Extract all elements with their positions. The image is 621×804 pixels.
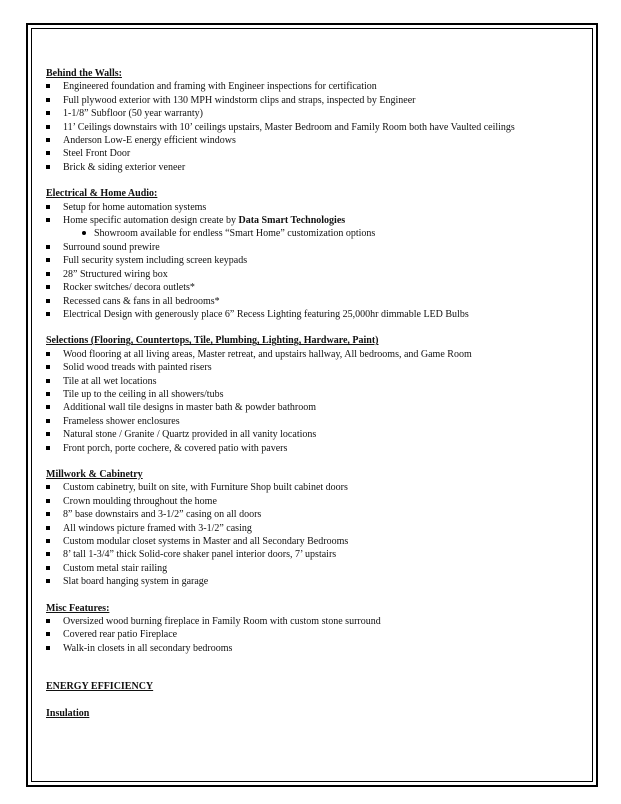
list-item-text: Rocker switches/ decora outlets* (63, 282, 195, 294)
list-item-text: Recessed cans & fans in all bedrooms* (63, 295, 220, 307)
list-item-text: Crown moulding throughout the home (63, 495, 217, 507)
section-heading: Millwork & Cabinetry (46, 468, 143, 480)
list-item (46, 361, 586, 374)
section-heading: Behind the Walls: (46, 68, 122, 79)
list-item (46, 575, 586, 588)
list-item-text: Custom modular closet systems in Master and all Secondary Bedrooms (63, 536, 349, 547)
list-item (46, 134, 586, 147)
list-item-text: Natural stone / Granite / Quartz provided in all vanity locations (63, 429, 317, 441)
list-item-text: Full security system including screen keypads (63, 255, 248, 267)
list-item (46, 562, 586, 575)
list-item-text: Additional wall tile designs in master bath & powder bathroom (63, 402, 317, 414)
list-item-text: Covered rear patio Fireplace (63, 629, 178, 641)
list-item-text: 1-1/8” Subfloor (50 year warranty) (63, 108, 203, 120)
list-item-text: 8” base downstairs and 3-1/2” casing on all doors (63, 509, 262, 521)
list-item (46, 107, 586, 120)
sub-bullet-list (46, 227, 586, 240)
list-item (46, 80, 586, 93)
bullet-list (46, 481, 586, 588)
feature-sections (46, 67, 586, 655)
list-item (46, 428, 586, 441)
list-item-text: Oversized wood burning fireplace in Family Room with custom stone surround (63, 616, 381, 628)
section-heading: Misc Features: (46, 602, 110, 614)
list-item (46, 308, 586, 321)
list-item-text: Walk-in closets in all secondary bedrooms (63, 642, 233, 654)
list-item-text: Front porch, porte cochere, & covered patio with pavers (63, 442, 288, 454)
list-item-text: Tile at all wet locations (63, 375, 157, 387)
list-item (46, 442, 586, 455)
list-item-text: Brick & siding exterior veneer (63, 161, 186, 173)
list-item (46, 295, 586, 308)
section (46, 187, 586, 321)
list-item-text: Engineered foundation and framing with Engineer inspections for certification (63, 81, 377, 93)
list-item (46, 214, 586, 227)
list-item (46, 161, 586, 174)
section-heading: Electrical & Home Audio: (46, 188, 158, 200)
bullet-list (46, 80, 586, 174)
list-item (46, 254, 586, 267)
list-item (46, 147, 586, 160)
list-item (46, 281, 586, 294)
list-item (46, 495, 586, 508)
bullet-list (46, 201, 586, 322)
list-item-text: 11’ Ceilings downstairs with 10’ ceilings upstairs, Master Bedroom and Family Room both have Vaulted ceilings (63, 121, 515, 133)
list-item (46, 548, 586, 561)
bullet-list (46, 615, 586, 655)
list-item (46, 388, 586, 401)
list-item (46, 481, 586, 494)
list-item-text: Anderson Low-E energy efficient windows (63, 135, 236, 147)
list-item (46, 415, 586, 428)
list-item-text: 8’ tall 1-3/4” thick Solid-core shaker panel interior doors, 7’ upstairs (63, 549, 337, 561)
insulation-heading: Insulation (46, 707, 90, 719)
list-item-text: Custom cabinetry, built on site, with Furniture Shop built cabinet doors (63, 482, 348, 494)
list-item (46, 268, 586, 281)
list-item (46, 375, 586, 388)
section (46, 602, 586, 656)
list-item (46, 401, 586, 414)
list-item (46, 201, 586, 214)
section (46, 468, 586, 589)
list-item-text: Setup for home automation systems (63, 201, 207, 213)
section-heading: Selections (Flooring, Countertops, Tile, Plumbing, Lighting, Hardware, Paint) (46, 335, 379, 347)
list-item (46, 241, 586, 254)
list-item (46, 94, 586, 107)
list-item-text: Frameless shower enclosures (63, 415, 180, 427)
section (46, 67, 586, 174)
list-item (46, 535, 586, 548)
list-item (46, 628, 586, 641)
list-item-bold-text: Data Smart Technologies (238, 215, 346, 227)
list-item-text: All windows picture framed with 3-1/2” casing (63, 522, 252, 534)
energy-efficiency-heading: ENERGY EFFICIENCY (46, 681, 154, 693)
list-item (46, 615, 586, 628)
list-item-text: Solid wood treads with painted risers (63, 362, 212, 374)
list-item (46, 522, 586, 535)
sub-list-item: Showroom available for endless “Smart Home” customization options (82, 227, 586, 240)
bullet-list (46, 348, 586, 455)
document-body (46, 67, 586, 720)
section (46, 334, 586, 455)
list-item-text: Custom metal stair railing (63, 562, 168, 574)
list-item-text: Tile up to the ceiling in all showers/tubs (63, 388, 224, 400)
list-item-text: Full plywood exterior with 130 MPH windstorm clips and straps, inspected by Engineer (63, 94, 416, 106)
list-item-text: Home specific automation design create by (63, 215, 239, 227)
list-item (46, 508, 586, 521)
list-item-text: Wood flooring at all living areas, Master retreat, and upstairs hallway, All bedrooms, and Game Room (63, 348, 472, 360)
list-item (46, 348, 586, 361)
list-item (46, 121, 586, 134)
list-item (46, 642, 586, 655)
list-item-text: Surround sound prewire (63, 241, 160, 253)
list-item-text: 28” Structured wiring box (63, 268, 168, 280)
list-item-text: Slat board hanging system in garage (63, 576, 209, 588)
list-item-text: Steel Front Door (63, 148, 131, 160)
list-item-text: Electrical Design with generously place 6” Recess Lighting featuring 25,000hr dimmable LED Bulbs (63, 308, 469, 320)
